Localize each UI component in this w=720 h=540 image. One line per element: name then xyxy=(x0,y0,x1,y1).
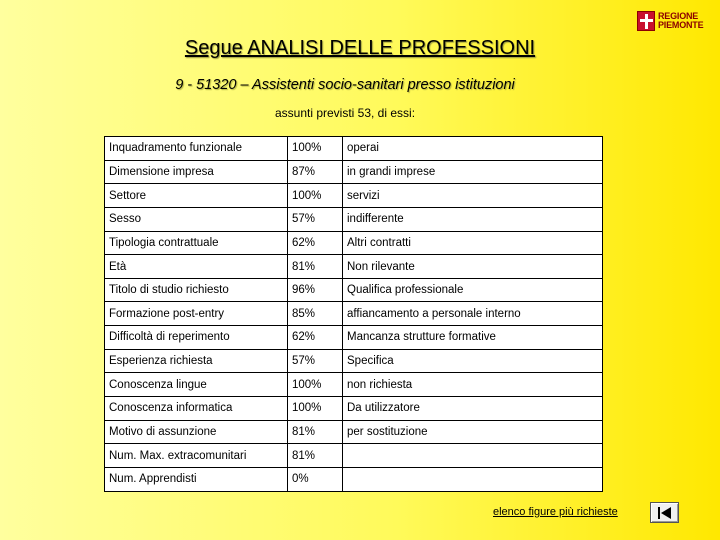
logo-text xyxy=(658,12,703,30)
logo-line-2: PIEMONTE xyxy=(658,20,704,30)
most-requested-figures-link[interactable]: elenco figure più richieste xyxy=(493,506,618,518)
row-percent: 0% xyxy=(288,467,343,491)
row-percent: 62% xyxy=(288,326,343,350)
table-row xyxy=(105,137,603,161)
table-row xyxy=(105,373,603,397)
row-value: affiancamento a personale interno xyxy=(343,302,603,326)
row-percent: 81% xyxy=(288,420,343,444)
row-label: Difficoltà di reperimento xyxy=(105,326,288,350)
row-label: Tipologia contrattuale xyxy=(105,231,288,255)
page-title xyxy=(0,37,720,60)
table-row xyxy=(105,160,603,184)
row-percent: 100% xyxy=(288,397,343,421)
row-label: Sesso xyxy=(105,207,288,231)
row-label: Titolo di studio richiesto xyxy=(105,278,288,302)
page-title-text: Segue ANALISI DELLE PROFESSIONI xyxy=(184,37,536,59)
red-cross-shield-icon xyxy=(637,11,655,31)
row-value: non richiesta xyxy=(343,373,603,397)
back-button[interactable] xyxy=(650,502,679,523)
row-value xyxy=(343,444,603,468)
row-value: servizi xyxy=(343,184,603,208)
table-row xyxy=(105,278,603,302)
row-value: in grandi imprese xyxy=(343,160,603,184)
table-row xyxy=(105,326,603,350)
row-value: indifferente xyxy=(343,207,603,231)
row-label: Num. Apprendisti xyxy=(105,467,288,491)
row-percent: 87% xyxy=(288,160,343,184)
row-percent: 100% xyxy=(288,184,343,208)
row-percent: 85% xyxy=(288,302,343,326)
table-row xyxy=(105,207,603,231)
row-value: Specifica xyxy=(343,349,603,373)
row-label: Num. Max. extracomunitari xyxy=(105,444,288,468)
row-label: Settore xyxy=(105,184,288,208)
row-value: Qualifica professionale xyxy=(343,278,603,302)
back-icon xyxy=(656,506,674,520)
row-label: Esperienza richiesta xyxy=(105,349,288,373)
intro-text: assunti previsti 53, di essi: xyxy=(274,106,416,120)
row-value: operai xyxy=(343,137,603,161)
row-percent: 62% xyxy=(288,231,343,255)
row-value: Da utilizzatore xyxy=(343,397,603,421)
row-percent: 100% xyxy=(288,137,343,161)
profession-analysis-table xyxy=(104,136,603,492)
table-row xyxy=(105,444,603,468)
row-label: Età xyxy=(105,255,288,279)
row-percent: 81% xyxy=(288,444,343,468)
row-percent: 57% xyxy=(288,207,343,231)
row-value: per sostituzione xyxy=(343,420,603,444)
row-value xyxy=(343,467,603,491)
row-label: Conoscenza informatica xyxy=(105,397,288,421)
table-row xyxy=(105,349,603,373)
page-subtitle: 9 - 51320 – Assistenti socio-sanitari presso istituzioni xyxy=(175,77,515,93)
row-label: Inquadramento funzionale xyxy=(105,137,288,161)
region-logo xyxy=(637,11,703,31)
table-row xyxy=(105,255,603,279)
row-label: Motivo di assunzione xyxy=(105,420,288,444)
table-row xyxy=(105,467,603,491)
table-row xyxy=(105,397,603,421)
row-percent: 96% xyxy=(288,278,343,302)
row-value: Altri contratti xyxy=(343,231,603,255)
row-percent: 100% xyxy=(288,373,343,397)
row-percent: 57% xyxy=(288,349,343,373)
row-label: Formazione post-entry xyxy=(105,302,288,326)
row-label: Conoscenza lingue xyxy=(105,373,288,397)
row-percent: 81% xyxy=(288,255,343,279)
row-label: Dimensione impresa xyxy=(105,160,288,184)
row-value: Mancanza strutture formative xyxy=(343,326,603,350)
row-value: Non rilevante xyxy=(343,255,603,279)
table-row xyxy=(105,231,603,255)
table-row xyxy=(105,184,603,208)
table-row xyxy=(105,302,603,326)
table-row xyxy=(105,420,603,444)
logo-line-1: REGIONE xyxy=(658,11,699,21)
